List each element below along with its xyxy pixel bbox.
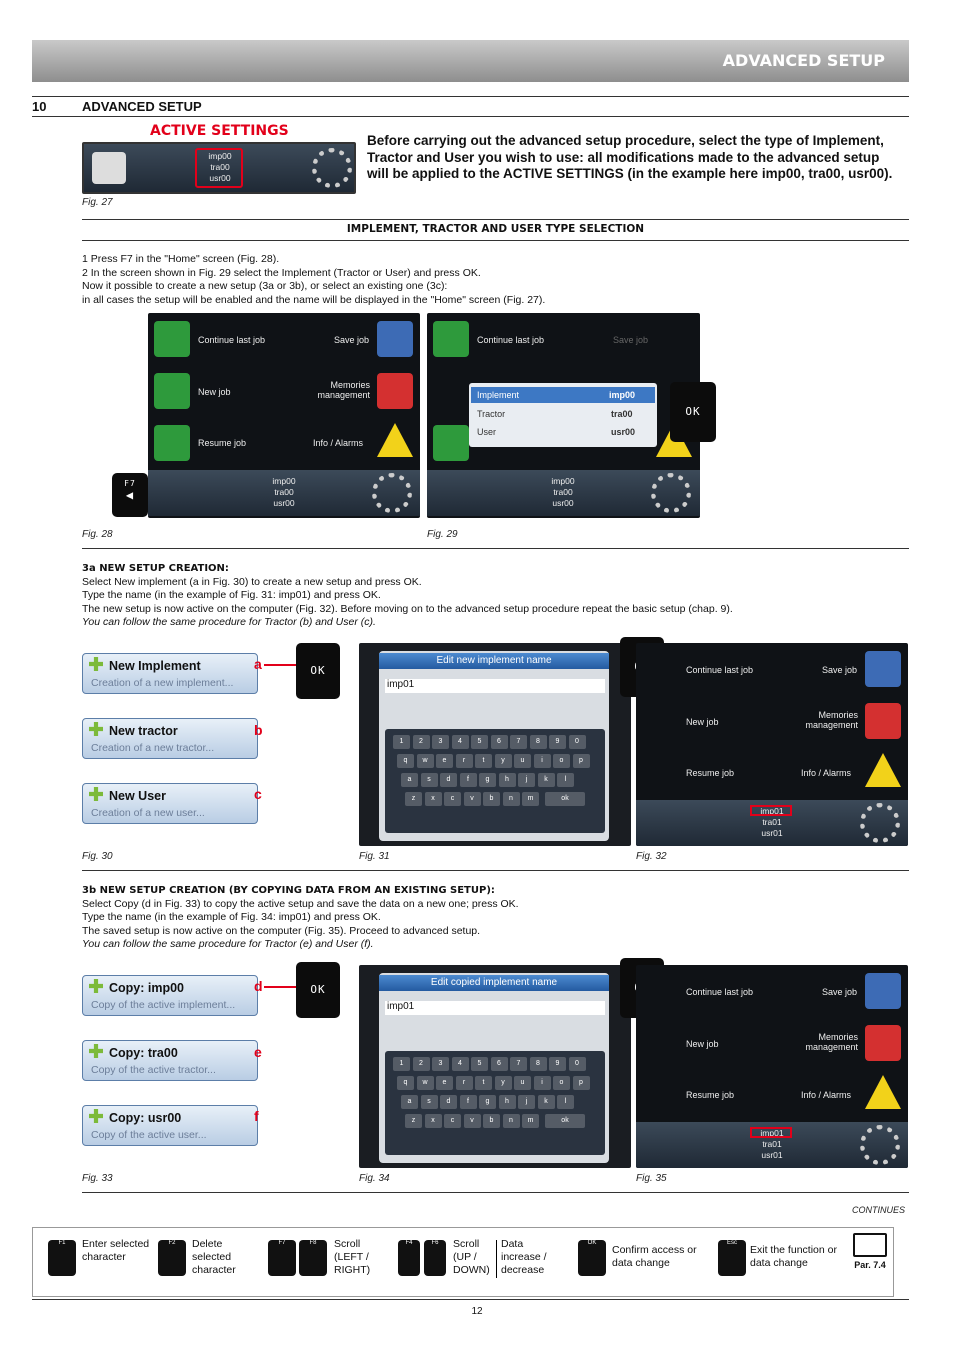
key-y[interactable]: y: [495, 754, 512, 768]
key-ok[interactable]: ok: [545, 792, 585, 806]
letter-a: a: [254, 656, 262, 672]
key-y[interactable]: y: [495, 1076, 512, 1090]
fig-caption: Fig. 31: [359, 851, 390, 862]
subsection-title: IMPLEMENT, TRACTOR AND USER TYPE SELECTION: [346, 223, 645, 235]
letter-d: d: [254, 978, 263, 994]
fig-caption: Fig. 34: [359, 1173, 390, 1184]
fig-caption: Fig. 29: [427, 529, 458, 540]
key-1[interactable]: 1: [393, 735, 410, 749]
key-k[interactable]: k: [538, 1095, 555, 1109]
key-i[interactable]: i: [534, 754, 551, 768]
key-z[interactable]: z: [405, 792, 422, 806]
gear-icon: [860, 803, 900, 843]
key-a[interactable]: a: [401, 1095, 418, 1109]
letter-e: e: [254, 1044, 262, 1060]
f7-key: F7: [268, 1240, 296, 1276]
floppy-icon: [865, 973, 901, 1009]
fig-caption: Fig. 32: [636, 851, 667, 862]
copy-tractor-panel[interactable]: Copy: tra00 Copy of the active tractor...: [82, 1040, 258, 1081]
key-j[interactable]: j: [518, 1095, 535, 1109]
save-job[interactable]: Save job: [613, 335, 649, 345]
key-g[interactable]: g: [479, 1095, 496, 1109]
legend-ok: Confirm access or data change: [612, 1244, 697, 1269]
key-l[interactable]: l: [557, 1095, 574, 1109]
divider: [82, 240, 909, 241]
key-v[interactable]: v: [464, 1114, 481, 1128]
key-9[interactable]: 9: [549, 735, 566, 749]
key-j[interactable]: j: [518, 773, 535, 787]
key-t[interactable]: t: [475, 1076, 492, 1090]
steps: 1 Press F7 in the "Home" screen (Fig. 28). 2 In the screen shown in Fig. 29 select the Implement (Tractor or User) and press OK. Now it possible to create a new setup (3a or 3b), or select an existing one (3c): in all cases the setup will be enabled and the name will be displayed in the "Home" screen (Fig. 27).: [82, 253, 546, 306]
key-n[interactable]: n: [503, 1114, 520, 1128]
name-input[interactable]: imp01: [385, 1001, 605, 1015]
key-3[interactable]: 3: [432, 735, 449, 749]
legend-f2: Delete selected character: [192, 1238, 236, 1276]
info-alarms[interactable]: Info / Alarms: [801, 1090, 852, 1100]
key-f[interactable]: f: [460, 773, 477, 787]
memories[interactable]: Memories management: [317, 380, 370, 400]
divider: [32, 116, 909, 117]
key-ok[interactable]: ok: [545, 1114, 585, 1128]
copy-implement-panel[interactable]: Copy: imp00 Copy of the active implement...: [82, 975, 258, 1016]
key-5[interactable]: 5: [471, 1057, 488, 1071]
popup-user[interactable]: User: [477, 427, 497, 437]
key-p[interactable]: p: [573, 1076, 590, 1090]
par-reference: Par. 7.4: [854, 1260, 886, 1270]
edit-title: Edit new implement name: [379, 653, 609, 669]
divider: [82, 219, 909, 220]
name-input[interactable]: imp01: [385, 679, 605, 693]
home-bar: imp00 tra00 usr00: [148, 470, 420, 516]
f4-key: F4: [398, 1240, 420, 1276]
warning-icon: [377, 423, 413, 457]
continues-label: CONTINUES: [852, 1205, 906, 1215]
key-c[interactable]: c: [444, 1114, 461, 1128]
resume-job[interactable]: Resume job: [686, 768, 735, 778]
popup-implement[interactable]: Implement: [477, 390, 520, 400]
legend-up-down: Scroll (UP / DOWN): [453, 1238, 490, 1276]
ok-key: OK: [578, 1240, 606, 1276]
active-settings-label: ACTIVE SETTINGS: [150, 123, 289, 139]
header-title: ADVANCED SETUP: [722, 51, 885, 70]
divider: [82, 1192, 909, 1193]
floppy-icon: [865, 651, 901, 687]
legend-left-right: Scroll (LEFT / RIGHT): [334, 1238, 371, 1276]
memory-icon: [865, 703, 901, 739]
continue-last-job[interactable]: Continue last job: [686, 987, 754, 997]
key-f[interactable]: f: [460, 1095, 477, 1109]
key-6[interactable]: 6: [491, 1057, 508, 1071]
key-8[interactable]: 8: [530, 1057, 547, 1071]
memory-icon: [865, 1025, 901, 1061]
key-e[interactable]: e: [436, 1076, 453, 1090]
key-s[interactable]: s: [421, 1095, 438, 1109]
key-x[interactable]: x: [425, 792, 442, 806]
section-3a: 3a NEW SETUP CREATION: Select New implement (a in Fig. 30) to create a new setup and press OK. Type the name (in the example of Fig. 31: imp01) and press OK. The new setup is now active on the computer (Fig. 32). Before moving on to the advanced setup procedure repeat the basic setup (chap. 9). You can follow the same procedure for Tractor (b) and User (c).: [82, 563, 733, 628]
keyboard-screen: [359, 965, 631, 1168]
key-e[interactable]: e: [436, 754, 453, 768]
f7-key[interactable]: F7 ◀: [112, 473, 148, 517]
key-t[interactable]: t: [475, 754, 492, 768]
divider: [32, 1299, 909, 1300]
section-number: 10: [32, 99, 47, 114]
keyboard: [385, 729, 605, 833]
gear-icon: [312, 148, 352, 188]
popup-tractor[interactable]: Tractor: [477, 409, 506, 419]
key-1[interactable]: 1: [393, 1057, 410, 1071]
key-s[interactable]: s: [421, 773, 438, 787]
key-k[interactable]: k: [538, 773, 555, 787]
legend-esc: Exit the function or data change: [750, 1244, 837, 1269]
section-3b: 3b NEW SETUP CREATION (BY COPYING DATA FROM AN EXISTING SETUP): Select Copy (d in Fig. 33) to copy the active setup and save the data on a new one; press OK. Type the name (in the example of Fig. 34: imp01) and press OK. The saved setup is now active on the computer (Fig. 35). Proceed to advanced setup. You can follow the same procedure for Tractor (e) and User (f).: [82, 885, 519, 950]
letter-c: c: [254, 786, 262, 802]
key-p[interactable]: p: [573, 754, 590, 768]
resume-icon: [433, 425, 469, 461]
key-4[interactable]: 4: [452, 735, 469, 749]
save-job[interactable]: Save job: [822, 665, 858, 675]
key-n[interactable]: n: [503, 792, 520, 806]
gear-icon: [372, 473, 412, 513]
save-job[interactable]: Save job: [822, 987, 858, 997]
warning-icon: [865, 753, 901, 787]
key-b[interactable]: b: [483, 792, 500, 806]
key-4[interactable]: 4: [452, 1057, 469, 1071]
divider: [32, 96, 909, 97]
key-g[interactable]: g: [479, 773, 496, 787]
key-2[interactable]: 2: [413, 1057, 430, 1071]
new-job[interactable]: New job: [686, 1039, 719, 1049]
fig-caption: Fig. 30: [82, 851, 113, 862]
selection-popup: Implement imp00 Tractor tra00 User usr00: [469, 383, 657, 447]
key-x[interactable]: x: [425, 1114, 442, 1128]
key-z[interactable]: z: [405, 1114, 422, 1128]
key-c[interactable]: c: [444, 792, 461, 806]
new-implement-panel[interactable]: New Implement Creation of a new implement...: [82, 653, 258, 694]
plus-icon: [154, 373, 190, 409]
fig-caption: Fig. 35: [636, 1173, 667, 1184]
section-title: ADVANCED SETUP: [82, 99, 202, 114]
fig-caption: Fig. 27: [82, 197, 113, 208]
continue-last-job[interactable]: Continue last job: [477, 335, 545, 345]
key-2[interactable]: 2: [413, 735, 430, 749]
key-b[interactable]: b: [483, 1114, 500, 1128]
key-q[interactable]: q: [397, 1076, 414, 1090]
pointer-line: [264, 986, 296, 988]
new-job[interactable]: New job: [686, 717, 719, 727]
copy-user-panel[interactable]: Copy: usr00 Copy of the active user...: [82, 1105, 258, 1146]
key-u[interactable]: u: [514, 1076, 531, 1090]
key-u[interactable]: u: [514, 754, 531, 768]
save-job[interactable]: Save job: [334, 335, 370, 345]
key-o[interactable]: o: [553, 754, 570, 768]
floppy-icon: [377, 321, 413, 357]
new-user-panel[interactable]: New User Creation of a new user...: [82, 783, 258, 824]
fig-caption: Fig. 28: [82, 529, 113, 540]
legend-increase-decrease: Data increase / decrease: [501, 1238, 547, 1276]
f1-key: F1: [48, 1240, 76, 1276]
key-l[interactable]: l: [557, 773, 574, 787]
resume-job[interactable]: Resume job: [198, 438, 247, 448]
warning-icon: [865, 1075, 901, 1109]
pointer-line: [264, 664, 296, 666]
key-3[interactable]: 3: [432, 1057, 449, 1071]
keyboard-screen: [359, 643, 631, 846]
active-values: imp00 tra00 usr00: [208, 151, 232, 183]
key-8[interactable]: 8: [530, 735, 547, 749]
key-m[interactable]: m: [522, 792, 539, 806]
key-v[interactable]: v: [464, 792, 481, 806]
key-w[interactable]: w: [417, 754, 434, 768]
home-bar: imp00 tra00 usr00: [427, 470, 700, 516]
key-r[interactable]: r: [456, 754, 473, 768]
memories[interactable]: Memories management: [805, 710, 858, 730]
home-screen: [148, 313, 420, 518]
memory-icon: [377, 373, 413, 409]
home-bar: imp01 tra01 usr01: [636, 800, 908, 846]
intro-text: Before carrying out the advanced setup procedure, select the type of Implement, Tractor and User you wish to use: all modifications made to the advanced setup will be applied to the ACTIVE SETTINGS (in the example here imp00, tra00, usr00).: [367, 133, 893, 181]
new-job[interactable]: New job: [198, 387, 231, 397]
key-o[interactable]: o: [553, 1076, 570, 1090]
edit-title: Edit copied implement name: [379, 975, 609, 991]
key-q[interactable]: q: [397, 754, 414, 768]
active-highlight: [750, 1127, 792, 1138]
key-d[interactable]: d: [440, 773, 457, 787]
tractor-icon: [92, 152, 126, 184]
resume-icon: [154, 425, 190, 461]
arrow-icon: [154, 321, 190, 357]
f6-key: F6: [424, 1240, 446, 1276]
key-m[interactable]: m: [522, 1114, 539, 1128]
home-bar: imp01 tra01 usr01: [636, 1122, 908, 1168]
resume-job[interactable]: Resume job: [686, 1090, 735, 1100]
key-h[interactable]: h: [499, 773, 516, 787]
key-w[interactable]: w: [417, 1076, 434, 1090]
key-0[interactable]: 0: [569, 1057, 586, 1071]
page-number: 12: [471, 1306, 483, 1317]
info-alarms[interactable]: Info / Alarms: [801, 768, 852, 778]
fig-caption: Fig. 33: [82, 1173, 113, 1184]
page-header: [32, 40, 909, 82]
info-alarms[interactable]: Info / Alarms: [313, 438, 364, 448]
ok-key[interactable]: OK: [296, 643, 340, 699]
legend-f1: Enter selected character: [82, 1238, 150, 1263]
key-7[interactable]: 7: [510, 735, 527, 749]
key-h[interactable]: h: [499, 1095, 516, 1109]
esc-key: Esc: [718, 1240, 746, 1276]
continue-last-job[interactable]: Continue last job: [686, 665, 754, 675]
key-9[interactable]: 9: [549, 1057, 566, 1071]
continue-last-job[interactable]: Continue last job: [198, 335, 266, 345]
divider: [82, 548, 909, 549]
home-screen-popup: [427, 313, 700, 518]
key-5[interactable]: 5: [471, 735, 488, 749]
key-a[interactable]: a: [401, 773, 418, 787]
active-highlight: [195, 148, 243, 188]
book-icon: [853, 1233, 887, 1257]
memories[interactable]: Memories management: [805, 1032, 858, 1052]
key-7[interactable]: 7: [510, 1057, 527, 1071]
key-i[interactable]: i: [534, 1076, 551, 1090]
active-highlight: [750, 805, 792, 816]
key-d[interactable]: d: [440, 1095, 457, 1109]
gear-icon: [860, 1125, 900, 1165]
key-6[interactable]: 6: [491, 735, 508, 749]
divider: [82, 870, 909, 871]
keyboard: [385, 1051, 605, 1155]
key-r[interactable]: r: [456, 1076, 473, 1090]
key-0[interactable]: 0: [569, 735, 586, 749]
letter-b: b: [254, 722, 263, 738]
arrow-icon: [433, 321, 469, 357]
ok-key[interactable]: OK: [670, 382, 716, 442]
ok-key[interactable]: OK: [296, 962, 340, 1018]
gear-icon: [651, 473, 691, 513]
new-tractor-panel[interactable]: New tractor Creation of a new tractor...: [82, 718, 258, 759]
f8-key: F8: [299, 1240, 327, 1276]
f2-key: F2: [158, 1240, 186, 1276]
letter-f: f: [254, 1108, 259, 1124]
